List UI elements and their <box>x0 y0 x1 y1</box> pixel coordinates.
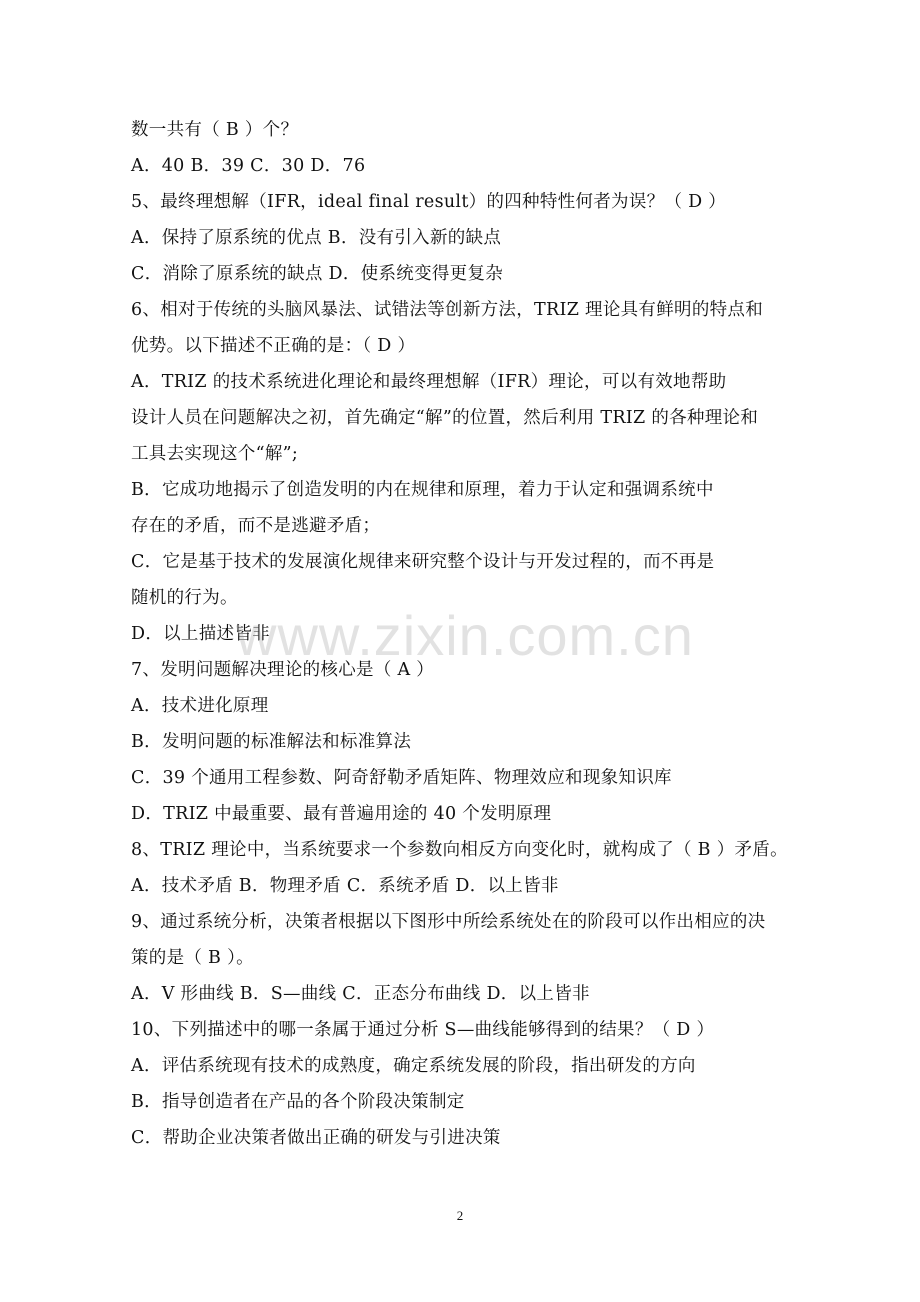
text-line: C．消除了原系统的缺点 D．使系统变得更复杂 <box>131 264 504 284</box>
text-line: 工具去实现这个“解”; <box>131 444 299 464</box>
text-line: A．保持了原系统的优点 B．没有引入新的缺点 <box>131 228 502 248</box>
text-line: 策的是（ B ）。 <box>131 948 254 968</box>
question-9: 9、通过系统分析，决策者根据以下图形中所绘系统处在的阶段可以作出相应的决 <box>131 912 766 932</box>
text-line: 存在的矛盾，而不是逃避矛盾； <box>131 516 381 536</box>
question-6: 6、相对于传统的头脑风暴法、试错法等创新方法，TRIZ 理论具有鲜明的特点和 <box>131 300 764 320</box>
text-line: D．TRIZ 中最重要、最有普遍用途的 40 个发明原理 <box>131 804 552 824</box>
text-line: A．评估系统现有技术的成熟度，确定系统发展的阶段，指出研发的方向 <box>131 1056 696 1076</box>
text-line: C．39 个通用工程参数、阿奇舒勒矛盾矩阵、物理效应和现象知识库 <box>131 768 672 788</box>
text-line: B．发明问题的标准解法和标准算法 <box>131 732 412 752</box>
text-line: D．以上描述皆非 <box>131 624 270 644</box>
watermark: www.zixin.com.cn <box>236 604 694 667</box>
text-line: 设计人员在问题解决之初，首先确定“解”的位置，然后利用 TRIZ 的各种理论和 <box>131 408 759 428</box>
text-line: C．帮助企业决策者做出正确的研发与引进决策 <box>131 1128 501 1148</box>
question-8: 8、TRIZ 理论中，当系统要求一个参数向相反方向变化时，就构成了（ B ）矛盾。 <box>131 840 788 860</box>
question-5: 5、最终理想解（IFR，ideal final result）的四种特性何者为误？（ D ） <box>131 192 727 212</box>
text-line: A．技术进化原理 <box>131 696 269 716</box>
text-line: 随机的行为。 <box>131 588 238 608</box>
text-line: A．V 形曲线 B．S—曲线 C．正态分布曲线 D．以上皆非 <box>131 984 590 1004</box>
text-line: A．TRIZ 的技术系统进化理论和最终理想解（IFR）理论，可以有效地帮助 <box>131 372 727 392</box>
text-line: A．技术矛盾 B．物理矛盾 C．系统矛盾 D．以上皆非 <box>131 876 559 896</box>
page-number: 2 <box>456 1208 464 1223</box>
text-line: B．它成功地揭示了创造发明的内在规律和原理，着力于认定和强调系统中 <box>131 480 714 500</box>
question-7: 7、发明问题解决理论的核心是（ A ） <box>131 660 435 680</box>
text-line: B．指导创造者在产品的各个阶段决策制定 <box>131 1092 465 1112</box>
text-line: 优势。以下描述不正确的是：（ D ） <box>131 336 416 356</box>
text-line: C．它是基于技术的发展演化规律来研究整个设计与开发过程的，而不再是 <box>131 552 715 572</box>
question-10: 10、下列描述中的哪一条属于通过分析 S—曲线能够得到的结果？（ D ） <box>131 1020 715 1040</box>
text-line: A．40 B．39 C．30 D．76 <box>131 156 366 176</box>
text-line: 数一共有（ B ）个？ <box>131 120 299 140</box>
